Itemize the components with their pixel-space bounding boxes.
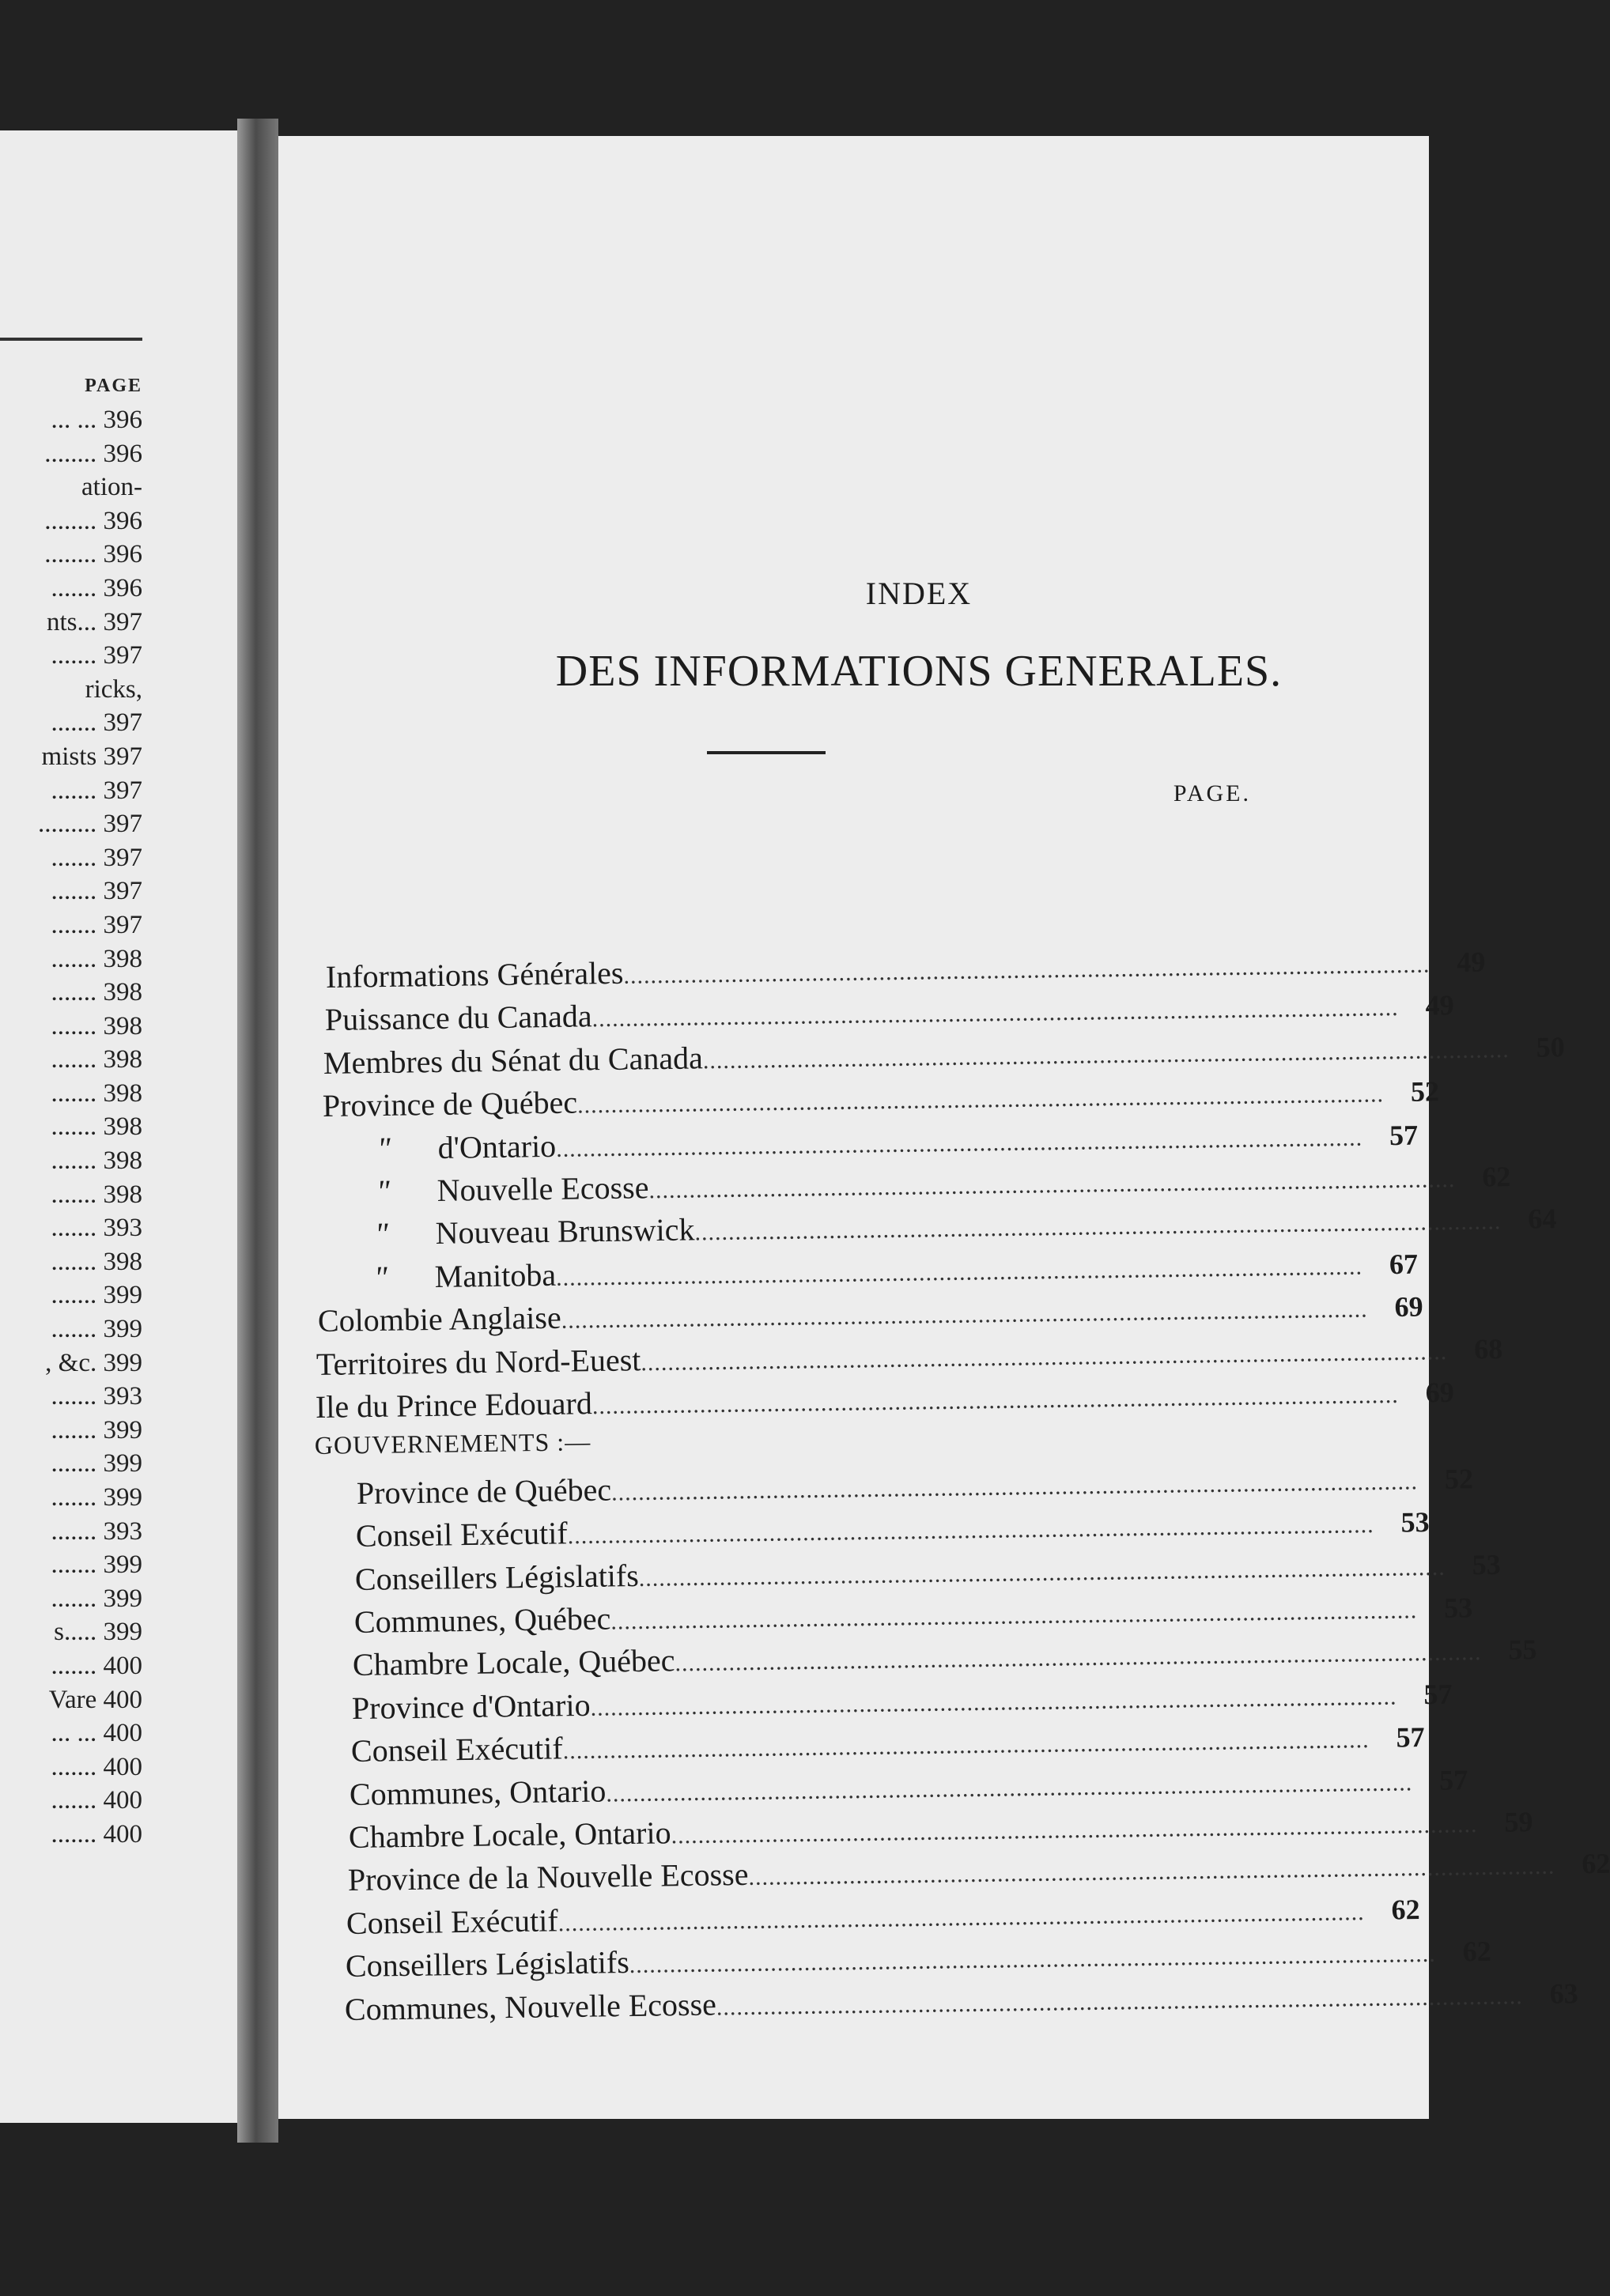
entry-label: Communes, Nouvelle Ecosse [344,1986,716,2027]
dot-leader: ........................................................................................................................ [555,1124,1363,1162]
left-page-line: ....... 399 [51,1449,142,1478]
entry-label: Membres du Sénat du Canada [323,1040,704,1081]
dot-leader: ........................................................................................................................ [675,1639,1482,1677]
left-page-line: ....... 396 [51,573,142,602]
ditto-mark: " [373,1259,387,1295]
entry-page-number: 59 [1504,1806,1533,1838]
dot-leader: ........................................................................................................................ [629,1940,1437,1979]
left-page-line: ....... 398 [51,1078,142,1108]
dot-leader: ........................................................................................................................ [591,1381,1399,1420]
left-page-line: ........ 396 [44,540,142,569]
entry-page-number: 63 [1549,1977,1578,2010]
entry-page-number: 50 [1536,1030,1566,1063]
entry-label: Conseil Exécutif [346,1902,559,1941]
entry-page-number: 64 [1528,1203,1557,1236]
left-page-line: ....... 393 [51,1214,142,1243]
left-page-line: nts... 397 [46,607,142,636]
left-page-line: ....... 397 [51,877,142,906]
left-page-rule [0,338,142,341]
dot-leader: ........................................................................................................................ [694,1208,1502,1246]
ditto-mark: " [376,1173,390,1210]
left-page-line: ....... 397 [51,910,142,939]
left-page-header: PAGE [85,376,142,396]
index-subtitle: DES INFORMATIONS GENERALES. [555,647,1283,696]
left-page-line: , &c. 399 [45,1348,142,1377]
dot-leader: ........................................................................................................................ [611,1468,1419,1506]
dot-leader: ........................................................................................................................ [557,1898,1366,1937]
left-page-line: ....... 399 [51,1281,142,1310]
dot-leader: ........................................................................................................................ [591,995,1399,1033]
left-page-line: ation- [81,473,142,502]
entry-page-number: 62 [1481,1160,1511,1193]
entry-label: Province de Québec [357,1471,612,1511]
left-page-line: ........ 396 [44,506,142,535]
entry-label: Province de Québec [322,1084,578,1124]
dot-leader: ........................................................................................................................ [648,1165,1456,1204]
entry-label: Informations Générales [325,954,624,995]
entry-label: Colombie Anglaise [317,1299,561,1339]
entry-label: Nouvelle Ecosse [436,1169,649,1208]
left-page-line: ....... 397 [51,843,142,872]
left-page-line: s..... 399 [54,1618,142,1647]
left-page-line: ....... 400 [51,1819,142,1849]
entry-page-number: 53 [1472,1548,1501,1580]
entry-label: Nouveau Brunswick [435,1211,695,1252]
left-page-line: ....... 398 [51,944,142,973]
entry-page-number: 49 [1424,989,1454,1021]
left-page-line: ....... 399 [51,1415,142,1444]
entry-label: Conseillers Législatifs [345,1944,630,1984]
entry-label: Communes, Québec [353,1600,611,1640]
entry-label: Territoires du Nord-Euest [316,1341,641,1382]
right-page [278,136,1610,2119]
dot-leader: ........................................................................................................................ [562,1727,1370,1765]
left-page-line: ....... 398 [51,978,142,1007]
entry-page-number: 62 [1581,1848,1610,1880]
left-page-line: ....... 398 [51,1045,142,1074]
dot-leader: ........................................................................................................................ [638,1554,1446,1592]
left-page-line: ....... 398 [51,1247,142,1276]
left-page-lines [0,403,142,1852]
entry-page-number: 52 [1410,1075,1440,1108]
entry-page-number: 57 [1395,1721,1425,1754]
section-heading-label: GOUVERNEMENTS :— [314,1427,591,1460]
entry-page-number: 55 [1508,1633,1537,1666]
dot-leader: ........................................................................................................................ [623,951,1430,989]
entry-label: Conseil Exécutif [350,1730,563,1769]
left-page-line: ....... 393 [51,1516,142,1546]
entry-label: Manitoba [434,1256,557,1294]
dot-leader: ........................................................................................................................ [610,1597,1417,1635]
entry-page-number: 69 [1425,1376,1455,1409]
entry-page-number: 53 [1400,1506,1430,1539]
page-column-header: PAGE. [1173,780,1251,806]
entry-label: Communes, Ontario [349,1773,607,1812]
left-page-line: ....... 400 [51,1752,142,1781]
ditto-mark: " [376,1130,391,1166]
left-page-line: ....... 397 [51,776,142,805]
left-page-line: ......... 397 [38,810,142,839]
left-page-line: ....... 400 [51,1651,142,1680]
left-page-line: mists 397 [41,742,142,771]
entry-page-number: 57 [1439,1763,1468,1796]
entry-page-number: 68 [1474,1332,1503,1365]
entry-label: Chambre Locale, Québec [352,1642,675,1683]
entry-page-number: 67 [1389,1248,1419,1280]
entry-label: Conseillers Législatifs [354,1557,639,1597]
book-gutter [237,119,278,2143]
left-page-line: ....... 400 [51,1786,142,1815]
dot-leader: ........................................................................................................................ [590,1683,1397,1721]
dot-leader: ........................................................................................................................ [576,1081,1385,1119]
left-page-line: ....... 398 [51,1112,142,1142]
index-entries [278,136,1610,2119]
entry-label: Conseil Exécutif [355,1515,569,1554]
entry-label: Ile du Prince Edouard [315,1385,593,1425]
entry-label: Chambre Locale, Ontario [348,1815,671,1855]
dot-leader: ........................................................................................................................ [747,1853,1555,1891]
dot-leader: ........................................................................................................................ [555,1253,1363,1291]
entry-page-number: 62 [1391,1893,1421,1926]
dot-leader: ........................................................................................................................ [567,1512,1374,1550]
left-page-line: ricks, [85,674,142,704]
left-page-line: ....... 399 [51,1315,142,1344]
entry-page-number: 49 [1457,946,1486,979]
left-page-line: ....... 397 [51,641,142,670]
entry-label: d'Ontario [437,1127,557,1165]
left-page-line: ....... 399 [51,1483,142,1512]
entry-page-number: 69 [1393,1290,1423,1324]
entry-label: Province de la Nouvelle Ecosse [347,1856,749,1898]
dot-leader: ........................................................................................................................ [561,1296,1368,1334]
entry-page-number: 62 [1462,1935,1492,1968]
dot-leader: ........................................................................................................................ [716,1982,1523,2021]
left-page-line: ....... 393 [51,1382,142,1411]
dot-leader: ........................................................................................................................ [671,1811,1478,1849]
entry-page-number: 57 [1423,1678,1453,1710]
left-page [0,130,237,2123]
entry-label: Province d'Ontario [351,1686,591,1726]
left-page-line: ........ 396 [44,439,142,468]
entry-page-number: 53 [1443,1592,1472,1624]
entry-page-number: 57 [1389,1119,1419,1151]
left-page-line: ....... 399 [51,1584,142,1613]
index-title: INDEX [865,576,973,611]
left-page-line: ... ... 396 [51,406,142,434]
left-page-line: ....... 398 [51,1146,142,1176]
left-page-line: ... ... 400 [51,1719,142,1748]
dot-leader: ........................................................................................................................ [641,1338,1448,1376]
left-page-line: Vare 400 [48,1685,142,1714]
entry-label: Puissance du Canada [324,998,592,1038]
left-page-line: ....... 398 [51,1011,142,1040]
dot-leader: ........................................................................................................................ [703,1036,1510,1074]
ditto-mark: " [374,1216,389,1252]
left-page-line: ....... 399 [51,1550,142,1580]
dot-leader: ........................................................................................................................ [606,1769,1413,1807]
left-page-line: ....... 398 [51,1180,142,1209]
left-page-line: ....... 397 [51,708,142,738]
entry-page-number: 52 [1445,1463,1474,1495]
